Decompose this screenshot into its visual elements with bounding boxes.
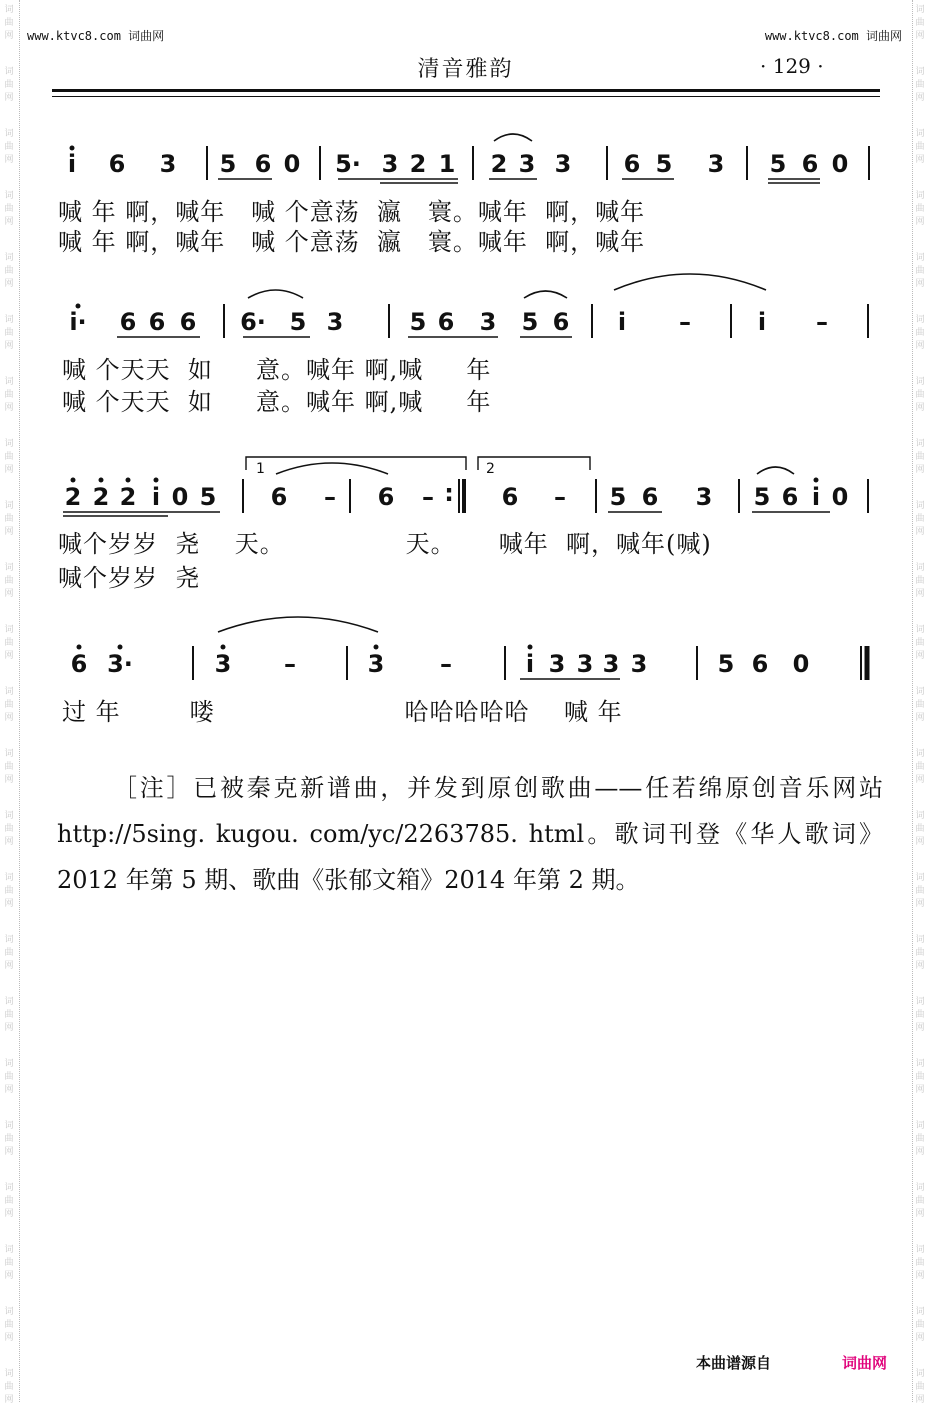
watermark-glyph: 曲 [915, 18, 925, 28]
note-glyph: 3 [159, 150, 177, 178]
watermark-glyph: 网 [4, 961, 14, 971]
note-glyph: 6 [254, 150, 272, 178]
note-glyph: i [525, 650, 535, 678]
watermark-glyph: 词 [4, 1121, 14, 1131]
note-glyph: 6 [119, 308, 137, 336]
watermark-glyph: 曲 [4, 824, 14, 834]
watermark-glyph: 网 [4, 775, 14, 785]
slur-tie [524, 291, 567, 298]
note-glyph: 6 [437, 308, 455, 336]
watermark-glyph: 曲 [4, 1072, 14, 1082]
note-glyph: 6 [801, 150, 819, 178]
watermark-glyph: 曲 [4, 1134, 14, 1144]
lyrics-line2-verse2: 喊 个天天 如 意。喊年 啊,喊 年 [62, 388, 492, 416]
watermark-glyph: 曲 [4, 1382, 14, 1392]
note-glyph: 2 [119, 483, 137, 511]
watermark-glyph: 词 [4, 5, 14, 15]
lyrics-line3-verse1: 喊个岁岁 尧 天。 天。 喊年 啊，喊年(喊) [58, 530, 712, 558]
slur-tie [248, 290, 303, 298]
watermark-glyph: 曲 [915, 886, 925, 896]
watermark-glyph: 曲 [4, 886, 14, 896]
watermark-glyph: 网 [4, 1333, 14, 1343]
watermark-glyph: 词 [4, 439, 14, 449]
watermark-glyph: 网 [915, 279, 925, 289]
watermark-glyph: 网 [915, 1209, 925, 1219]
watermark-glyph: 曲 [4, 1320, 14, 1330]
watermark-glyph: 曲 [915, 1382, 925, 1392]
watermark-glyph: 网 [915, 651, 925, 661]
watermark-glyph: 词 [915, 1307, 925, 1317]
site-url-left: www.ktvc8.com 词曲网 [27, 29, 165, 43]
watermark-glyph: 词 [915, 1059, 925, 1069]
watermark-glyph: 词 [4, 1183, 14, 1193]
watermark-glyph: 网 [4, 1085, 14, 1095]
watermark-glyph: 词 [4, 811, 14, 821]
watermark-glyph: 词 [915, 315, 925, 325]
watermark-glyph: 词 [4, 501, 14, 511]
watermark-glyph: 词 [4, 997, 14, 1007]
note-glyph: 3 [554, 150, 572, 178]
watermark-glyph: 曲 [4, 1010, 14, 1020]
note-glyph: 3 [479, 308, 497, 336]
watermark-glyph: 曲 [915, 1072, 925, 1082]
note-glyph: 5 [199, 483, 217, 511]
watermark-glyph: 网 [4, 93, 14, 103]
note-glyph: 2 [92, 483, 110, 511]
watermark-glyph: 网 [4, 155, 14, 165]
volta-number-2: 2 [486, 461, 495, 477]
note-glyph: 6 [751, 650, 769, 678]
watermark-glyph: 网 [915, 837, 925, 847]
watermark-glyph: 曲 [915, 1258, 925, 1268]
note-glyph: 6 [552, 308, 570, 336]
watermark-glyph: 词 [4, 873, 14, 883]
note-glyph: i [67, 150, 77, 178]
octave-dot [118, 645, 123, 650]
watermark-glyph: 曲 [4, 390, 14, 400]
note-glyph: 3 [695, 483, 713, 511]
slur-tie [494, 134, 532, 141]
octave-dot [374, 645, 379, 650]
note-glyph: i [811, 483, 821, 511]
note-glyph: i [151, 483, 161, 511]
watermark-glyph: 网 [915, 1333, 925, 1343]
watermark-glyph: 词 [915, 439, 925, 449]
note-glyph: 6 [108, 150, 126, 178]
watermark-glyph: 曲 [4, 266, 14, 276]
watermark-glyph: 词 [915, 377, 925, 387]
watermark-glyph: 曲 [4, 1258, 14, 1268]
watermark-glyph: 词 [4, 377, 14, 387]
note-glyph: 6 [148, 308, 166, 336]
volta-bracket-1 [246, 457, 466, 470]
watermark-glyph: 网 [4, 899, 14, 909]
watermark-glyph: 曲 [915, 80, 925, 90]
note-glyph: – [422, 483, 434, 511]
watermark-glyph: 词 [915, 501, 925, 511]
watermark-glyph: 词 [4, 1307, 14, 1317]
note-glyph: 5 [717, 650, 735, 678]
note-glyph: : [444, 479, 454, 507]
watermark-glyph: 曲 [915, 638, 925, 648]
octave-dot [76, 304, 81, 309]
watermark-glyph: 曲 [4, 762, 14, 772]
octave-dot [126, 478, 131, 483]
note-glyph: 5 [769, 150, 787, 178]
watermark-glyph: 词 [915, 1183, 925, 1193]
footer-brand-logo: 词曲网 [842, 1354, 888, 1372]
note-glyph: 6 [377, 483, 395, 511]
watermark-glyph: 词 [915, 811, 925, 821]
watermark-glyph: 词 [915, 749, 925, 759]
watermark-glyph: 词 [915, 67, 925, 77]
book-title: 清音雅韵 [417, 57, 514, 82]
watermark-glyph: 网 [915, 1147, 925, 1157]
note-glyph: 3 [326, 308, 344, 336]
note-glyph: – [679, 308, 691, 336]
watermark-glyph: 曲 [4, 576, 14, 586]
watermark-glyph: 网 [915, 589, 925, 599]
watermark-glyph: 网 [915, 31, 925, 41]
slur-tie [614, 274, 766, 290]
watermark-glyph: 网 [4, 527, 14, 537]
watermark-glyph: 词 [4, 563, 14, 573]
octave-dot [71, 478, 76, 483]
note-glyph: i· [69, 308, 87, 336]
octave-dot [154, 478, 159, 483]
note-glyph: 2 [409, 150, 427, 178]
note-glyph: 5 [753, 483, 771, 511]
note-glyph: 6 [623, 150, 641, 178]
watermark-glyph: 词 [915, 1369, 925, 1379]
watermark-glyph: 曲 [4, 80, 14, 90]
lyrics-line1-verse2: 喊 年 啊，喊年 喊 个意荡 瀛 寰。喊年 啊，喊年 [58, 228, 646, 256]
watermark-glyph: 曲 [4, 142, 14, 152]
note-glyph: 6 [501, 483, 519, 511]
watermark-glyph: 词 [4, 749, 14, 759]
watermark-glyph: 词 [4, 315, 14, 325]
watermark-glyph: 曲 [915, 204, 925, 214]
note-glyph: – [324, 483, 336, 511]
watermark-glyph: 网 [4, 589, 14, 599]
watermark-glyph: 曲 [915, 762, 925, 772]
note-glyph: 1 [438, 150, 456, 178]
note-glyph: i [757, 308, 767, 336]
watermark-glyph: 词 [915, 1121, 925, 1131]
watermark-glyph: 曲 [4, 514, 14, 524]
watermark-glyph: 词 [4, 67, 14, 77]
note-glyph: 2 [64, 483, 82, 511]
watermark-glyph: 网 [4, 465, 14, 475]
watermark-glyph: 网 [4, 341, 14, 351]
watermark-glyph: 曲 [915, 700, 925, 710]
watermark-glyph: 网 [4, 651, 14, 661]
watermark-glyph: 网 [915, 93, 925, 103]
octave-dot [528, 645, 533, 650]
watermark-glyph: 词 [4, 253, 14, 263]
watermark-glyph: 曲 [4, 638, 14, 648]
watermark-glyph: 曲 [4, 204, 14, 214]
watermark-glyph: 网 [4, 1395, 14, 1405]
lyrics-line1-verse1: 喊 年 啊，喊年 喊 个意荡 瀛 寰。喊年 啊，喊年 [58, 198, 646, 226]
note-glyph: 0 [792, 650, 810, 678]
watermark-glyph: 词 [4, 129, 14, 139]
lyrics-line4: 过 年 喽 哈哈哈哈哈 喊 年 [62, 698, 623, 726]
watermark-glyph: 网 [915, 713, 925, 723]
octave-dot [77, 645, 82, 650]
watermark-glyph: 网 [4, 31, 14, 41]
note-glyph: 0 [283, 150, 301, 178]
watermark-glyph: 词 [4, 935, 14, 945]
watermark-glyph: 网 [4, 279, 14, 289]
watermark-glyph: 网 [4, 403, 14, 413]
watermark-glyph: 网 [915, 1023, 925, 1033]
watermark-glyph: 词 [915, 129, 925, 139]
note-glyph: 0 [831, 483, 849, 511]
note-glyph: 3 [367, 650, 385, 678]
watermark-glyph: 词 [915, 563, 925, 573]
note-glyph: 3 [214, 650, 232, 678]
note-glyph: 3 [707, 150, 725, 178]
watermark-glyph: 网 [4, 713, 14, 723]
note-glyph: 6 [179, 308, 197, 336]
note-glyph: 3 [548, 650, 566, 678]
octave-dot [70, 146, 75, 151]
footer-source-label: 本曲谱源自 [696, 1354, 772, 1372]
watermark-glyph: 网 [915, 775, 925, 785]
annotation-paragraph: ［注］已被秦克新谱曲，并发到原创歌曲——任若绵原创音乐网站 http://5sing. kugou. com/yc/2263785. html。歌词刊登《华人歌词》2012 年第 5 期、歌曲《张郁文箱》2014 年第 2 期。 [57, 774, 883, 894]
note-glyph: i [617, 308, 627, 336]
site-url-right: www.ktvc8.com 词曲网 [764, 29, 902, 43]
watermark-glyph: 曲 [4, 452, 14, 462]
watermark-glyph: 曲 [915, 514, 925, 524]
watermark-glyph: 曲 [4, 700, 14, 710]
watermark-glyph: 曲 [915, 1010, 925, 1020]
watermark-glyph: 词 [4, 1245, 14, 1255]
watermark-glyph: 词 [915, 5, 925, 15]
watermark-glyph: 词 [4, 1059, 14, 1069]
note-glyph: 6· [240, 308, 266, 336]
watermark-glyph: 曲 [915, 1320, 925, 1330]
watermark-glyph: 词 [915, 191, 925, 201]
watermark-glyph: 曲 [915, 1134, 925, 1144]
note-glyph: 5 [219, 150, 237, 178]
octave-dot [814, 478, 819, 483]
watermark-glyph: 词 [915, 687, 925, 697]
watermark-glyph: 词 [915, 1245, 925, 1255]
watermark-glyph: 曲 [915, 1196, 925, 1206]
octave-dot [221, 645, 226, 650]
note-glyph: 2 [490, 150, 508, 178]
note-glyph: 3 [381, 150, 399, 178]
note-glyph: 3 [602, 650, 620, 678]
watermark-glyph: 曲 [915, 328, 925, 338]
watermark-glyph: 网 [915, 217, 925, 227]
note-glyph: 5 [521, 308, 539, 336]
watermark-glyph: 网 [4, 1023, 14, 1033]
watermark-glyph: 曲 [4, 18, 14, 28]
watermark-glyph: 词 [4, 687, 14, 697]
note-glyph: – [284, 650, 296, 678]
watermark-glyph: 词 [4, 1369, 14, 1379]
watermark-glyph: 曲 [915, 948, 925, 958]
watermark-glyph: 词 [4, 191, 14, 201]
octave-dot [99, 478, 104, 483]
watermark-glyph: 词 [4, 625, 14, 635]
watermark-glyph: 网 [915, 341, 925, 351]
note-glyph: 6 [641, 483, 659, 511]
watermark-glyph: 网 [915, 1085, 925, 1095]
watermark-glyph: 网 [915, 403, 925, 413]
watermark-glyph: 网 [915, 1395, 925, 1405]
watermark-glyph: 词 [915, 253, 925, 263]
note-glyph: – [440, 650, 452, 678]
note-glyph: 3 [576, 650, 594, 678]
volta-number-1: 1 [256, 461, 265, 477]
watermark-glyph: 曲 [4, 1196, 14, 1206]
slur-tie [218, 617, 378, 632]
watermark-glyph: 网 [915, 527, 925, 537]
note-glyph: 6 [70, 650, 88, 678]
watermark-glyph: 网 [4, 1147, 14, 1157]
watermark-glyph: 曲 [915, 824, 925, 834]
watermark-glyph: 网 [915, 155, 925, 165]
note-glyph: 3 [630, 650, 648, 678]
slur-tie [757, 467, 794, 474]
watermark-glyph: 网 [915, 961, 925, 971]
lyrics-line3-verse2: 喊个岁岁 尧 [58, 564, 201, 592]
watermark-glyph: 词 [915, 873, 925, 883]
watermark-glyph: 曲 [915, 266, 925, 276]
note-glyph: – [816, 308, 828, 336]
watermark-glyph: 曲 [915, 142, 925, 152]
watermark-glyph: 网 [915, 899, 925, 909]
watermark-glyph: 词 [915, 625, 925, 635]
watermark-glyph: 网 [4, 217, 14, 227]
note-glyph: 5 [409, 308, 427, 336]
note-glyph: 5 [289, 308, 307, 336]
note-glyph: 6 [781, 483, 799, 511]
watermark-glyph: 网 [4, 837, 14, 847]
note-glyph: 5 [655, 150, 673, 178]
note-glyph: 0 [171, 483, 189, 511]
watermark-glyph: 词 [915, 997, 925, 1007]
note-glyph: 3· [107, 650, 133, 678]
watermark-glyph: 曲 [915, 452, 925, 462]
slur-tie [276, 463, 388, 474]
note-glyph: 5 [609, 483, 627, 511]
note-glyph: 3 [518, 150, 536, 178]
note-glyph: 0 [831, 150, 849, 178]
page-number: · 129 · [760, 54, 824, 78]
watermark-glyph: 网 [915, 465, 925, 475]
watermark-glyph: 曲 [4, 328, 14, 338]
watermark-glyph: 曲 [4, 948, 14, 958]
note-glyph: 5· [335, 150, 361, 178]
watermark-glyph: 网 [4, 1209, 14, 1219]
watermark-glyph: 曲 [915, 390, 925, 400]
watermark-glyph: 词 [915, 935, 925, 945]
note-glyph: 6 [270, 483, 288, 511]
watermark-glyph: 曲 [915, 576, 925, 586]
lyrics-line2-verse1: 喊 个天天 如 意。喊年 啊,喊 年 [62, 356, 492, 384]
watermark-glyph: 网 [915, 1271, 925, 1281]
note-glyph: – [554, 483, 566, 511]
watermark-glyph: 网 [4, 1271, 14, 1281]
